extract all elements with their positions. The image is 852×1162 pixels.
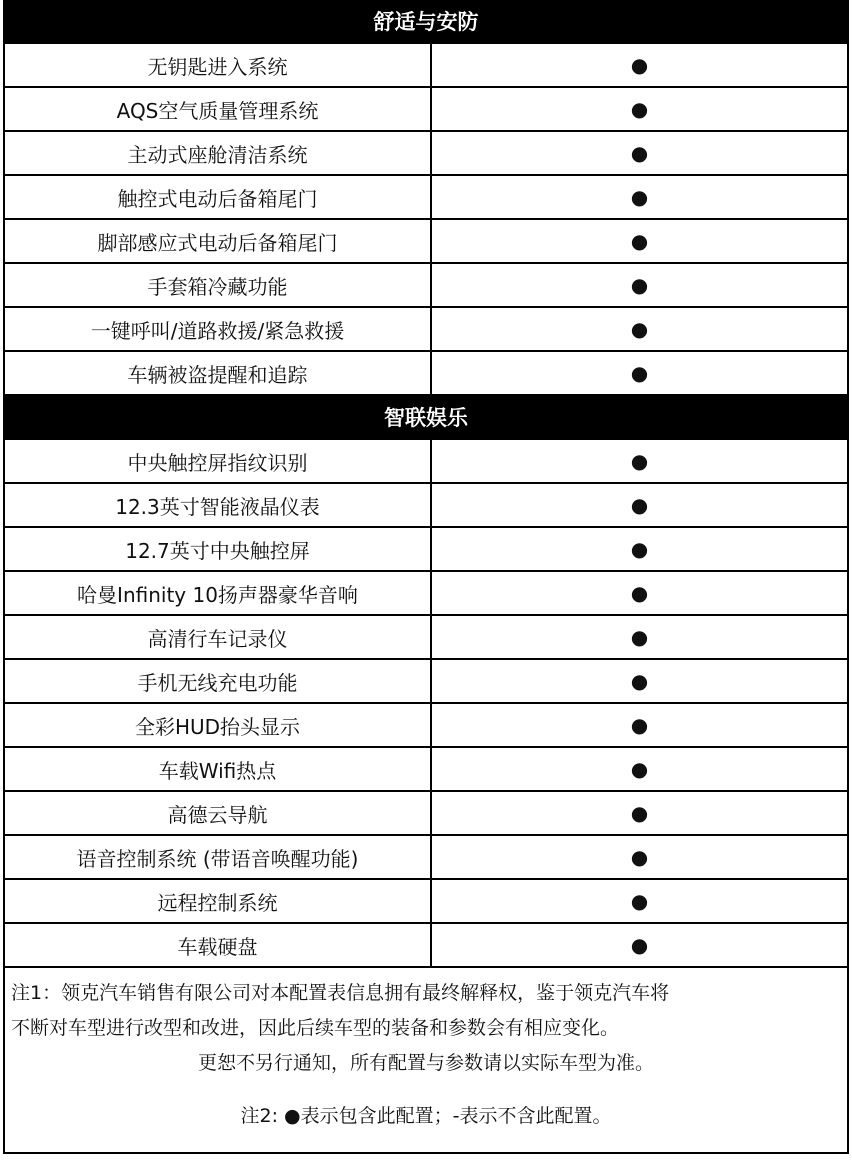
- feature-name: 远程控制系统: [5, 880, 432, 922]
- included-dot: ●: [630, 669, 649, 693]
- table-row: [3, 616, 849, 660]
- table-row: [3, 44, 849, 88]
- included-dot: ●: [630, 757, 649, 781]
- table-row: [3, 704, 849, 748]
- table-row: [3, 924, 849, 968]
- feature-name: 触控式电动后备箱尾门: [5, 176, 432, 218]
- included-dot: ●: [630, 97, 649, 121]
- comfort-security-rows: [3, 44, 849, 396]
- feature-name: 高清行车记录仪: [5, 616, 432, 658]
- table-row: [3, 88, 849, 132]
- feature-name: 高德云导航: [5, 792, 432, 834]
- config-table: [3, 0, 849, 1154]
- feature-name: AQS空气质量管理系统: [5, 88, 432, 130]
- feature-name: 一键呼叫/道路救援/紧急救援: [5, 308, 432, 350]
- table-row: [3, 264, 849, 308]
- table-row: [3, 308, 849, 352]
- table-row: [3, 792, 849, 836]
- feature-name: 车辆被盗提醒和追踪: [5, 352, 432, 394]
- table-row: [3, 572, 849, 616]
- feature-name: 中央触控屏指纹识别: [5, 440, 432, 482]
- included-dot: ●: [630, 361, 649, 385]
- note-1-line-2: 不断对车型进行改型和改进，因此后续车型的装备和参数会有相应变化。: [11, 1017, 620, 1039]
- table-row: [3, 132, 849, 176]
- notes-block: [3, 968, 849, 1154]
- table-row: [3, 748, 849, 792]
- included-dot: ●: [630, 845, 649, 869]
- section-header-infotainment: 智联娱乐: [3, 396, 849, 440]
- included-dot: ●: [630, 317, 649, 341]
- included-dot: ●: [630, 625, 649, 649]
- feature-name: 主动式座舱清洁系统: [5, 132, 432, 174]
- included-dot: ●: [630, 581, 649, 605]
- included-dot: ●: [630, 889, 649, 913]
- feature-name: 手套箱冷藏功能: [5, 264, 432, 306]
- feature-name: 语音控制系统 (带语音唤醒功能): [5, 836, 432, 878]
- included-dot: ●: [630, 801, 649, 825]
- included-dot: ●: [630, 185, 649, 209]
- included-dot: ●: [630, 933, 649, 957]
- feature-name: 车载Wifi热点: [5, 748, 432, 790]
- table-row: [3, 528, 849, 572]
- feature-name: 脚部感应式电动后备箱尾门: [5, 220, 432, 262]
- feature-name: 12.3英寸智能液晶仪表: [5, 484, 432, 526]
- feature-name: 全彩HUD抬头显示: [5, 704, 432, 746]
- table-row: [3, 176, 849, 220]
- section-header-comfort-security: 舒适与安防: [3, 0, 849, 44]
- table-row: [3, 484, 849, 528]
- table-row: [3, 352, 849, 396]
- table-row: [3, 220, 849, 264]
- included-dot: ●: [630, 141, 649, 165]
- table-row: [3, 880, 849, 924]
- feature-name: 手机无线充电功能: [5, 660, 432, 702]
- feature-name: 车载硬盘: [5, 924, 432, 966]
- feature-name: 12.7英寸中央触控屏: [5, 528, 432, 570]
- feature-name: 无钥匙进入系统: [5, 44, 432, 86]
- note-1-line-3: 更恕不另行通知，所有配置与参数请以实际车型为准。: [197, 1052, 654, 1074]
- included-dot: ●: [630, 273, 649, 297]
- note-1-line-1: 注1：领克汽车销售有限公司对本配置表信息拥有最终解释权，鉴于领克汽车将: [11, 982, 670, 1004]
- included-dot: ●: [630, 229, 649, 253]
- included-dot: ●: [630, 53, 649, 77]
- included-dot: ●: [630, 537, 649, 561]
- included-dot: ●: [630, 493, 649, 517]
- feature-name: 哈曼Infinity 10扬声器豪华音响: [5, 572, 432, 614]
- table-row: [3, 836, 849, 880]
- included-dot: ●: [630, 449, 649, 473]
- infotainment-rows: [3, 440, 849, 968]
- included-dot: ●: [630, 713, 649, 737]
- note-2: 注2: ●表示包含此配置；-表示不含此配置。: [240, 1105, 612, 1127]
- table-row: [3, 660, 849, 704]
- table-row: [3, 440, 849, 484]
